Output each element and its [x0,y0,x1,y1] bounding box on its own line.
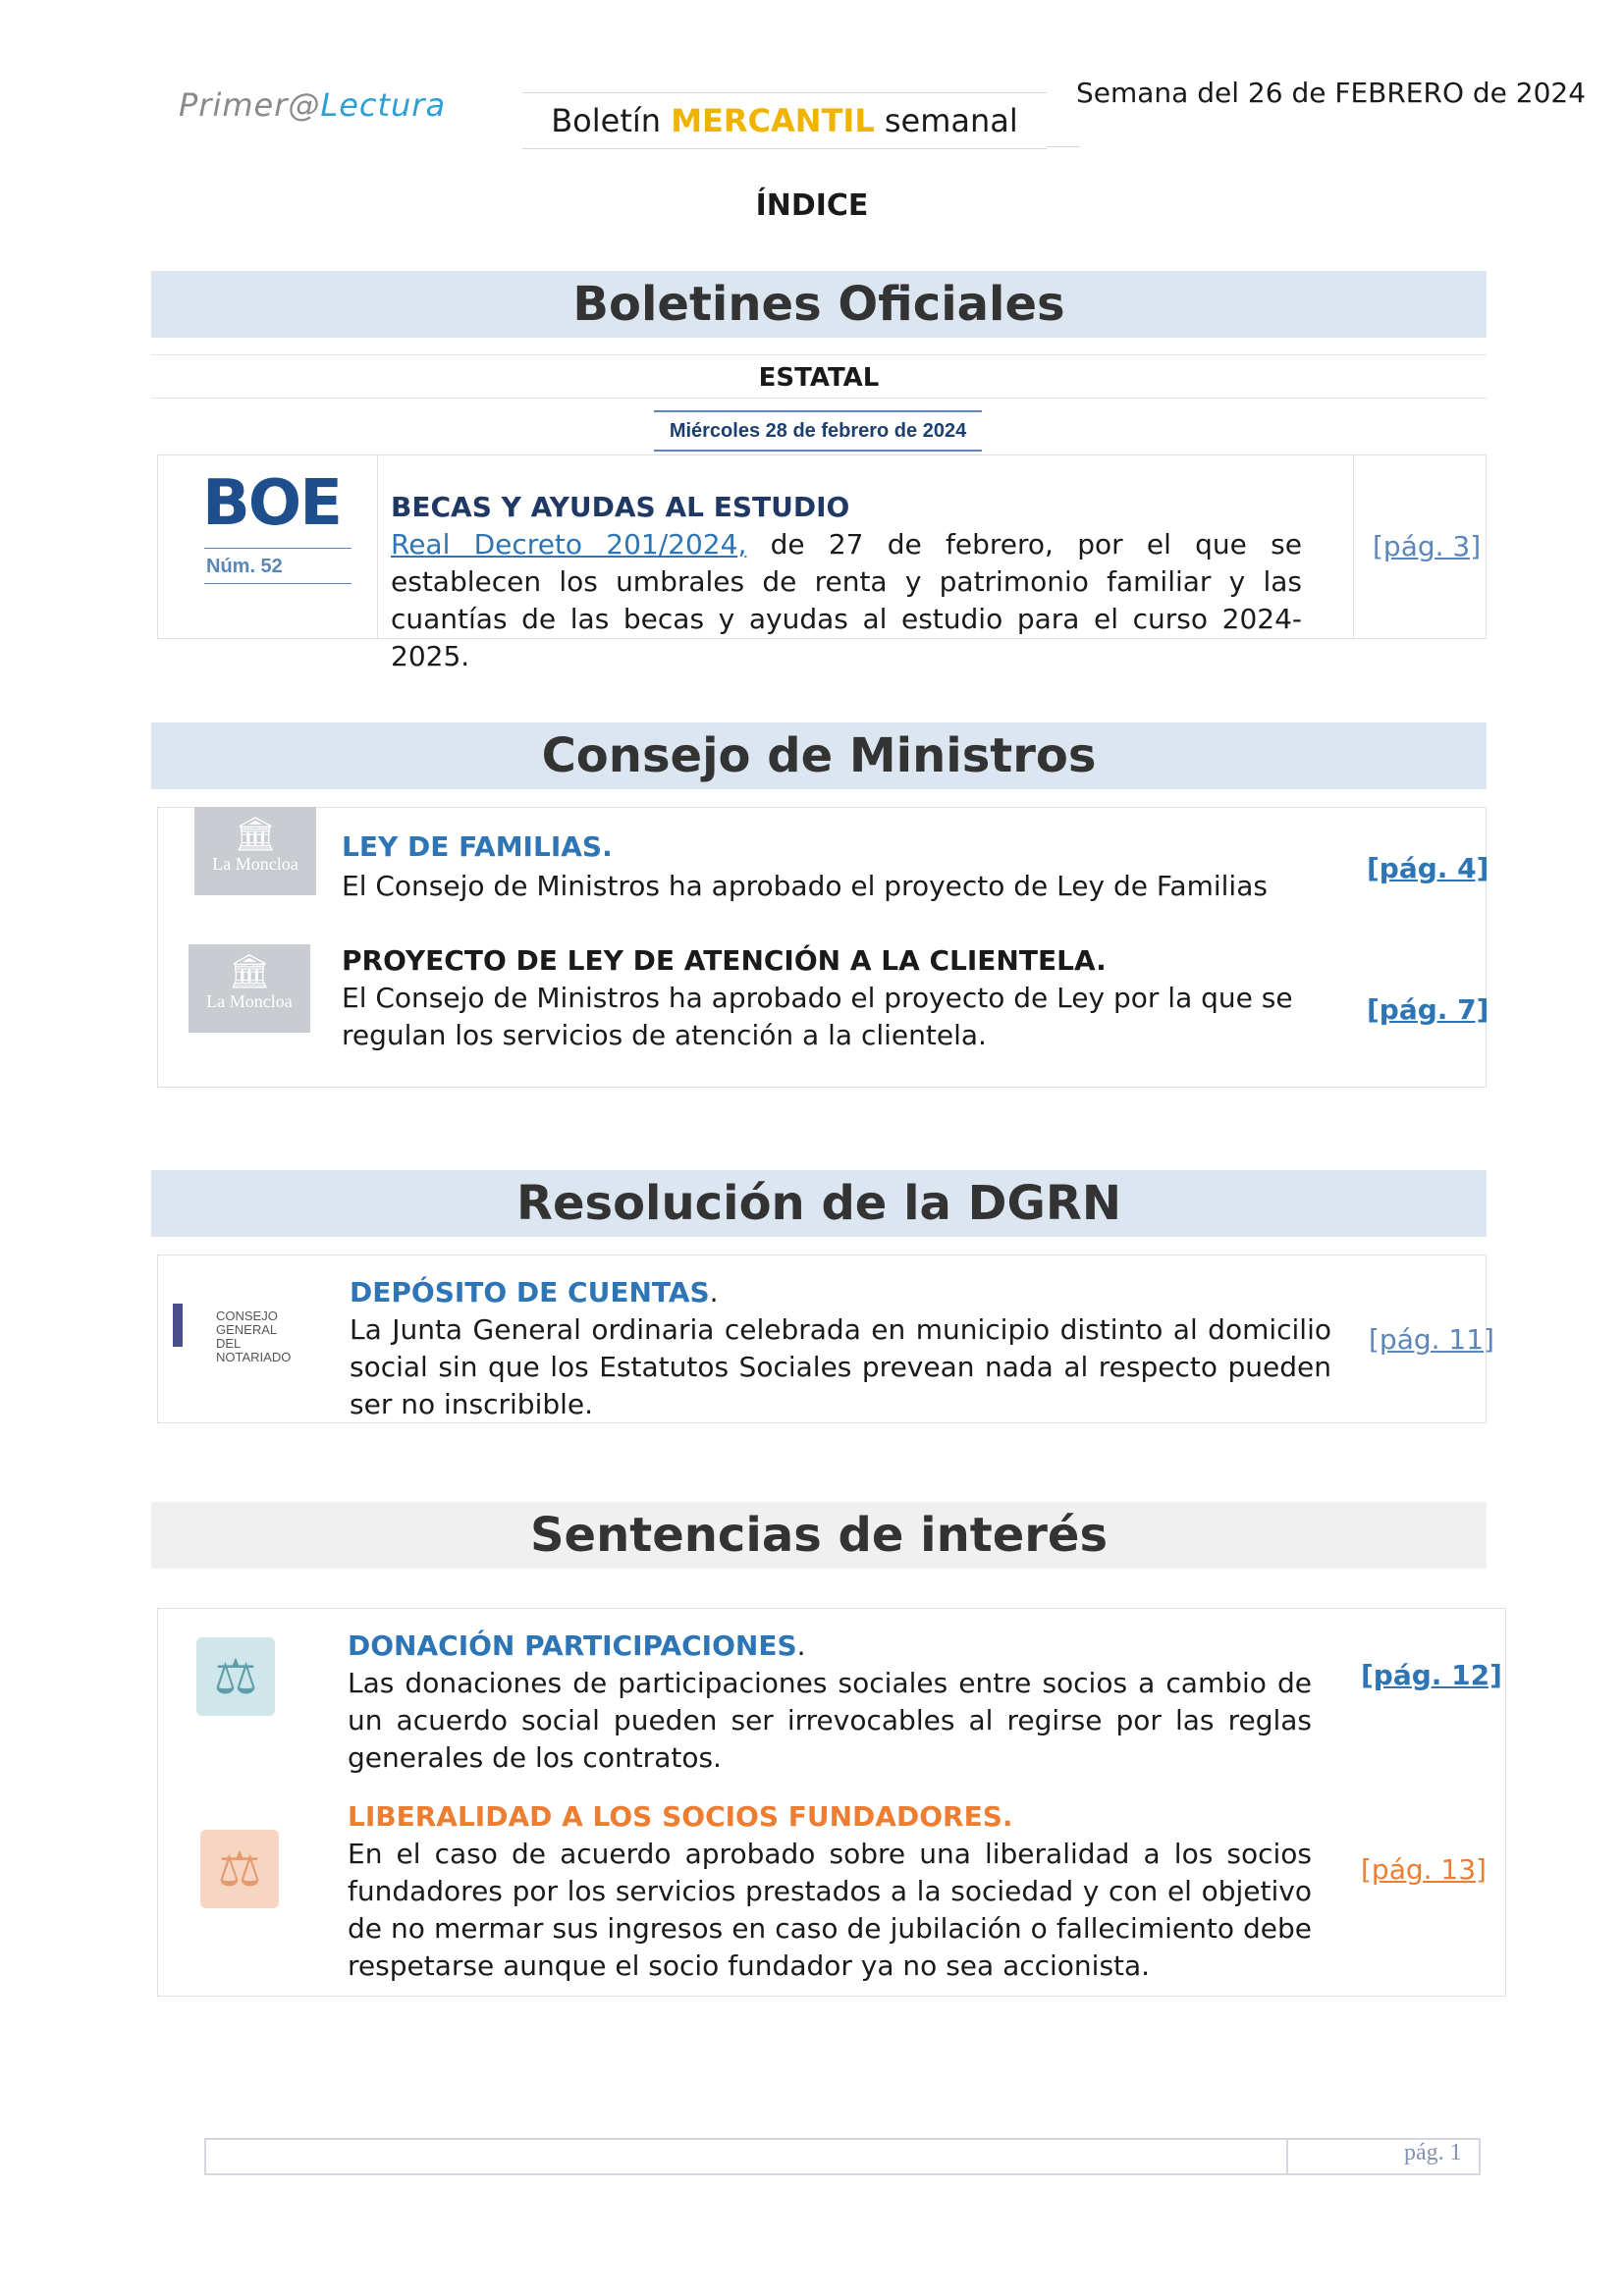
card-divider [377,455,378,638]
brand-part-b: Lectura [320,86,447,124]
sentencia-title-dot: . [796,1629,806,1662]
boe-number: Núm. 52 [206,556,283,577]
sentencia-title-text: DONACIÓN PARTICIPACIONES [348,1629,797,1662]
notariado-emblem-icon [173,1304,183,1347]
consejo-item-text: El Consejo de Ministros ha aprobado el proyecto de Ley por la que se regulan los servicios de atención a la clientela. [342,982,1293,1051]
sentencia-item-title: LIBERALIDAD A LOS SOCIOS FUNDADORES. [348,1800,1013,1833]
justice-scale-icon: ⚖ [196,1637,275,1716]
bulletin-a: Boletín [551,102,672,139]
dgrn-item-text: La Junta General ordinaria celebrada en municipio distinto al domicilio social sin que los Estatutos Sociales prevean nada al respecto pueden ser no inscribible. [350,1313,1331,1420]
estatal-label: ESTATAL [758,363,880,393]
page-link-7[interactable]: [pág. 7] [1367,993,1489,1026]
notariado-label [216,1309,310,1364]
dgrn-title-dot: . [709,1276,719,1308]
brand-part-a: Primer@ [179,86,321,124]
moncloa-building-icon: 🏛 [234,815,277,854]
section-banner-sentencias: Sentencias de interés [151,1502,1487,1569]
date-label: Miércoles 28 de febrero de 2024 [654,410,982,452]
moncloa-building-icon: 🏛 [228,952,271,991]
notariado-line-2: DEL NOTARIADO [216,1336,292,1364]
boe-item-title: BECAS Y AYUDAS AL ESTUDIO [391,491,850,523]
consejo-item-title: LEY DE FAMILIAS. [342,830,613,863]
bulletin-highlight: MERCANTIL [671,102,875,139]
boe-item-desc: de 27 de febrero, por el que se establecen los umbrales de renta y patrimonio familiar y las cuantías de las becas y ayudas al estudio para el curso 2024-2025. [391,528,1302,672]
divider [151,398,1487,399]
week-label: Semana del 26 de FEBRERO de 2024 [1076,77,1587,109]
page-link-12[interactable]: [pág. 12] [1361,1659,1502,1691]
page-link-13[interactable]: [pág. 13] [1361,1853,1487,1886]
page-link-11[interactable]: [pág. 11] [1369,1323,1494,1356]
real-decreto-link[interactable]: Real Decreto 201/2024, [391,528,747,561]
card-divider [1353,455,1354,638]
section-banner-consejo: Consejo de Ministros [151,722,1487,789]
bulletin-title [522,102,1047,139]
page-link-4[interactable]: [pág. 4] [1367,852,1489,884]
footer-divider [1286,2140,1288,2173]
boe-item-text [391,526,1302,675]
divider [151,354,1487,355]
consejo-item-title: PROYECTO DE LEY DE ATENCIÓN A LA CLIENTELA. [342,944,1107,977]
notariado-line-1: CONSEJO GENERAL [216,1308,278,1337]
page-link-3[interactable]: [pág. 3] [1373,530,1482,562]
justice-scale-icon: ⚖ [200,1830,279,1908]
sentencia-item-text: Las donaciones de participaciones sociales entre socios a cambio de un acuerdo social pueden ser irrevocables al regirse por las reglas generales de los contratos. [348,1667,1312,1774]
boe-logo-icon: BOE [202,467,341,540]
section-banner-boletines: Boletines Oficiales [151,271,1487,338]
header-rule [1047,146,1080,147]
sentencia-item-title [348,1629,806,1662]
bulletin-c: semanal [874,102,1018,139]
boe-rule [204,548,352,549]
footer-box [204,2138,1481,2175]
dgrn-title-text: DEPÓSITO DE CUENTAS [350,1276,710,1308]
sentencia-item-text: En el caso de acuerdo aprobado sobre una liberalidad a los socios fundadores por los servicios prestados a la sociedad y con el objetivo de no mermar sus ingresos en caso de jubilación o fallecimiento debe respetarse aunque el socio fundador ya no sea accionista. [348,1838,1312,1982]
section-banner-dgrn: Resolución de la DGRN [151,1170,1487,1237]
moncloa-label: La Moncloa [212,854,298,874]
brand-logo [179,86,446,124]
notariado-logo [173,1296,310,1364]
page-number: pág. 1 [1404,2140,1462,2165]
index-title: ÍNDICE [755,188,869,223]
moncloa-label: La Moncloa [206,991,293,1011]
moncloa-logo [189,944,310,1033]
moncloa-logo [194,807,316,895]
boe-rule [204,583,352,584]
dgrn-item-title [350,1276,719,1308]
consejo-item-text: El Consejo de Ministros ha aprobado el proyecto de Ley de Familias [342,870,1268,902]
